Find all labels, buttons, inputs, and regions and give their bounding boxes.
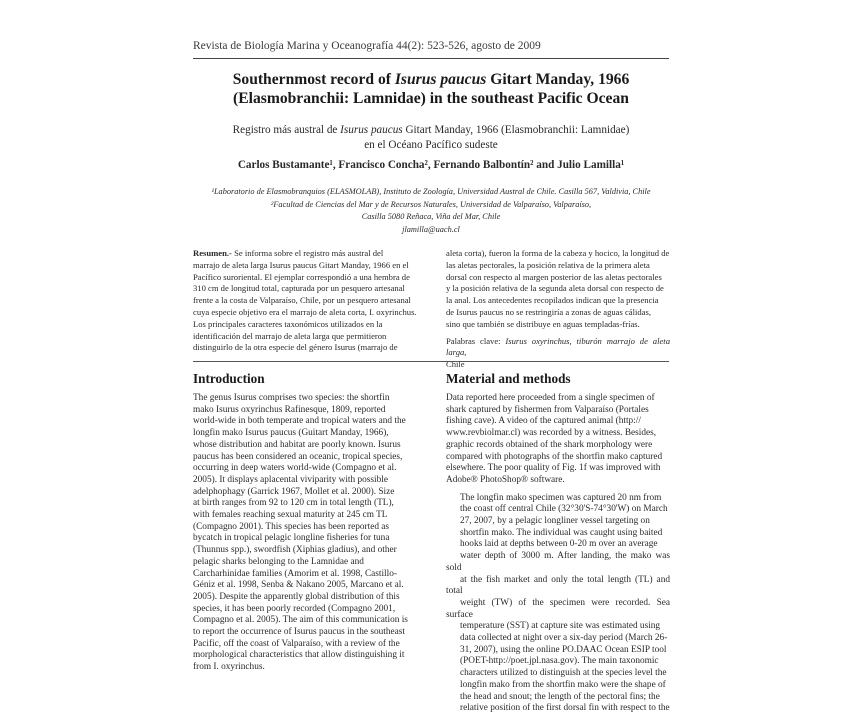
journal-header: Revista de Biología Marina y Oceanografía 44(2): 523-526, agosto de 2009 — [193, 40, 541, 52]
keywords-label: Palabras clave: — [446, 335, 506, 346]
methods-paragraph-1 — [446, 393, 670, 487]
text-line: with females reaching sexual maturity at 245 cm TL — [193, 510, 388, 521]
text-line: Carcharhinidae families (Amorim et al. 1998, Castillo- — [193, 568, 397, 579]
section-divider — [193, 361, 669, 362]
abstract-right-column — [446, 248, 670, 371]
text-line: world-wide in both temperate and tropical waters and the — [193, 416, 406, 427]
methods-body — [446, 393, 670, 715]
text-line: 2005). Despite the apparently global distribution of this — [193, 591, 400, 602]
text-line: (Compagno 2001). This species has been reported as — [193, 521, 390, 532]
abstract-line: Se informa sobre el registro más austral del — [234, 248, 384, 258]
abstract-line: frente a la costa de Valparaíso, Chile, por un pesquero artesanal — [193, 295, 411, 306]
text-line: water depth of 3000 m. After landing, the mako was sold — [446, 551, 670, 573]
text-line: characters utilized to distinguish at the species level the — [460, 668, 667, 679]
text-line: at the fish market and only the total length (TL) and total — [446, 574, 670, 597]
text-line: hooks laid at depths between 0-20 m over an average — [460, 539, 658, 550]
abstract-line: sino que también se distribuye en aguas templadas-frías. — [446, 318, 640, 329]
text-line: compared with photographs of the shortfin mako captured — [446, 451, 663, 462]
text-line: Pacific, off the coast of Valparaíso, with a review of the — [193, 638, 400, 649]
keywords — [446, 336, 670, 371]
text-line: 27, 2007, by a pelagic longliner vessel targeting on — [460, 516, 650, 527]
abstract-left-column — [193, 248, 417, 354]
abstract-text-continued — [446, 248, 670, 331]
text-line: elsewhere. The poor quality of Fig. 1f was improved with — [446, 463, 661, 474]
text-line: The longfin mako specimen was captured 20 nm from — [460, 492, 662, 503]
title-line-2: (Elasmobranchii: Lamnidae) in the southeast Pacific Ocean — [233, 90, 629, 107]
text-line: 2005). It displays aplacental viviparity with possible — [193, 474, 388, 485]
text-line: longfin mako Isurus paucus (Guitart Manday, 1966), — [193, 428, 389, 439]
text-line: morphological characteristics that allow distinguishing it — [193, 650, 405, 661]
affiliation-email: jlamilla@uach.cl — [402, 224, 460, 234]
text-line: 31, 2007), using the online PO.DAAC Ocean ESIP tool — [460, 644, 667, 655]
text-line: weight (TW) of the specimen were recorded. Sea surface — [446, 597, 670, 620]
text-line: temperature (SST) at capture site was estimated using — [460, 621, 661, 632]
text-line: pelagic sharks belonging to the Lamnidae and — [193, 556, 364, 567]
text-line: bycatch in tropical pelagic longline fisheries for tuna — [193, 533, 390, 544]
spanish-title — [193, 123, 669, 153]
abstract-line: la anal. Los antecedentes recopilados indican que la presencia — [446, 295, 659, 306]
abstract-line: Los principales caracteres taxonómicos utilizados en la — [193, 318, 383, 329]
text-line: The genus Isurus comprises two species: the shortfin — [193, 393, 390, 403]
header-rule — [193, 58, 669, 59]
introduction-heading: Introduction — [193, 371, 265, 386]
text-line: whose distribution and habitat are poorly known. Isurus — [193, 439, 401, 450]
affiliations — [193, 186, 669, 236]
text-line: at birth ranges from 92 to 120 cm in total length (TL), — [193, 498, 394, 509]
abstract-line: Pacífico suroriental. El ejemplar correspondió a una hembra de — [193, 271, 410, 282]
introduction-body — [193, 393, 417, 674]
affiliation-line: ²Facultad de Ciencias del Mar y de Recursos Naturales, Universidad de Valparaíso, Valparaíso, — [270, 199, 592, 209]
text-line: Adobe® PhotoShop® software. — [446, 474, 565, 485]
abstract-line: distinguirlo de la otra especie del género Isurus (marrajo de — [193, 342, 398, 353]
abstract-line: 310 cm de longitud total, capturada por un pesquero artesanal — [193, 283, 405, 294]
abstract-line: aleta corta), fueron la forma de la cabeza y hocico, la longitud de — [446, 248, 670, 258]
text-line: relative position of the first dorsal fin with respect to the — [460, 703, 670, 714]
text-line: data collected at night over a six-day period (March 26- — [460, 633, 668, 644]
text-line: Data reported here proceeded from a single specimen of — [446, 393, 655, 403]
abstract-text — [193, 248, 417, 354]
spanish-title-line-1: Registro más austral de Isurus paucus Gitart Manday, 1966 (Elasmobranchii: Lamnidae) — [232, 124, 630, 136]
methods-paragraph-2 — [446, 493, 670, 715]
text-line: (POET-http://poet.jpl.nasa.gov). The main taxonomic — [460, 656, 659, 667]
text-line: the head and snout; the length of the pectoral fins; the — [460, 691, 660, 702]
text-line: www.revbiolmar.cl) was recorded by a witness. Besides, — [446, 428, 657, 439]
text-line: Compagno et al. 2005). The aim of this communication is — [193, 615, 408, 626]
text-line: from I. oxyrinchus. — [193, 662, 265, 673]
abstract-line: de Isurus paucus no se restringiría a zonas de aguas cálidas, — [446, 306, 651, 317]
text-line: mako Isurus oxyrinchus Rafinesque, 1809, reported — [193, 404, 386, 415]
abstract-line: y la posición relativa de la segunda aleta dorsal con respecto de — [446, 283, 664, 294]
text-line: shark captured by fishermen from Valparaíso (Portales — [446, 404, 649, 415]
paper-title — [193, 70, 669, 108]
affiliation-line: Casilla 5080 Reñaca, Viña del Mar, Chile — [361, 212, 501, 222]
text-line: to report the occurrence of Isurus paucus in the southeast — [193, 627, 405, 638]
spanish-title-line-2: en el Océano Pacífico sudeste — [364, 139, 498, 151]
text-line: the coast off central Chile (32°30'S-74°30'W) on March — [460, 504, 668, 515]
text-line: paucus has been considered an oceanic, tropical species, — [193, 451, 403, 462]
text-line: (Thunnus spp.), swordfish (Xiphias gladius), and other — [193, 545, 397, 556]
text-line: species, it has been poorly recorded (Compagno 2001, — [193, 603, 396, 614]
text-line: longfin mako from the shortfin mako were the shape of — [460, 679, 666, 690]
abstract-line: identificación del marrajo de aleta larga que permitieron — [193, 330, 387, 341]
author-list: Carlos Bustamante¹, Francisco Concha², Fernando Balbontín² and Julio Lamilla¹ — [237, 159, 625, 171]
text-line: shortfin mako. The individual was caught using baited — [460, 527, 663, 538]
text-line: fishing cave). A video of the captured animal (http:// — [446, 416, 641, 427]
text-line: graphic records obtained of the shark morphology were — [446, 439, 653, 450]
abstract-line: dorsal con respecto al margen posterior de las aletas pectorales — [446, 271, 662, 282]
abstract-line: las aletas pectorales, la posición relativa de la primera aleta — [446, 259, 650, 270]
affiliation-line: ¹Laboratorio de Elasmobranquios (ELASMOLAB), Instituto de Zoología, Universidad Austral de Chile. Casilla 567, Valdivia, Chile — [211, 187, 651, 196]
abstract-label: Resumen.- — [193, 248, 232, 258]
text-line: Géniz et al. 1998, Senba & Nakano 2005, Marcano et al. — [193, 580, 404, 591]
introduction-paragraph — [193, 393, 417, 674]
text-line: occurring in deep waters world-wide (Compagno et al. — [193, 463, 397, 474]
title-line-1: Southernmost record of Isurus paucus Gitart Manday, 1966 — [232, 71, 630, 88]
keywords-text-continued: Chile — [446, 359, 465, 370]
methods-heading: Material and methods — [446, 371, 571, 386]
keywords-text: Isurus oxyrinchus, tiburón marrajo de aleta larga, — [446, 335, 670, 358]
text-line: adelphophagy (Garrick 1967, Mollet et al. 2000). Size — [193, 486, 395, 497]
abstract-line: cuya especie objetivo era el marrajo de aleta corta, I. oxyrinchus. — [193, 306, 417, 317]
abstract-line: marrajo de aleta larga Isurus paucus Gitart Manday, 1966 en el — [193, 259, 409, 270]
